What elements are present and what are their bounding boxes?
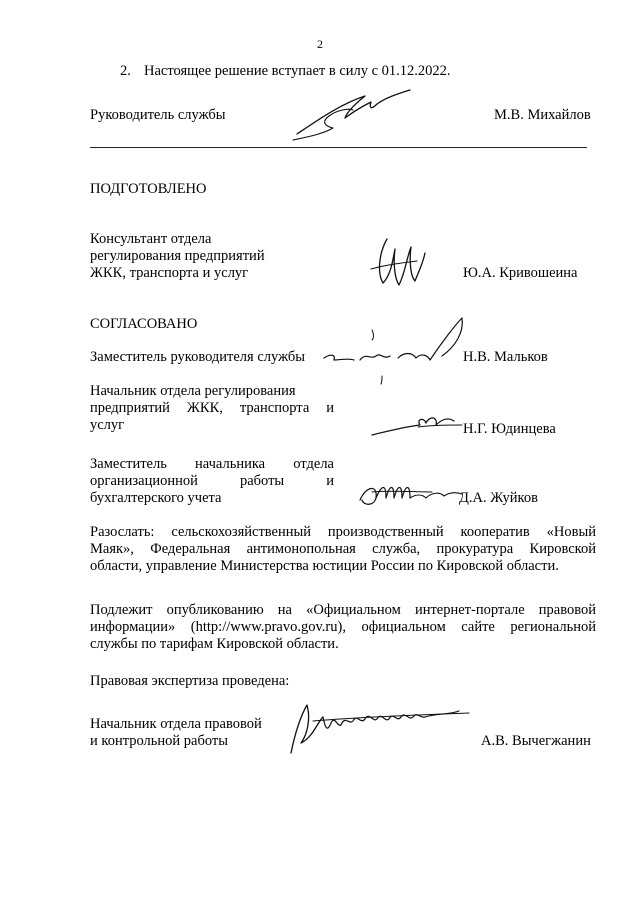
prepared-signature	[365, 233, 445, 293]
legal-review-role-line: Начальник отдела правовой	[90, 716, 262, 732]
publication-line: Подлежит опубликованию на «Официальном интернет-портале правовой	[90, 602, 596, 618]
distribution-line: Разослать: сельскохозяйственный производственный кооператив «Новый	[90, 524, 596, 540]
legal-review-signature	[283, 697, 478, 757]
agreed-heading: СОГЛАСОВАНО	[90, 316, 198, 332]
item-number: 2.	[120, 63, 131, 79]
distribution-line: области, управление Министерства юстиции России по Кировской области.	[90, 558, 559, 574]
agreed-role-line: услуг	[90, 417, 125, 433]
legal-review-name: А.В. Вычегжанин	[481, 733, 591, 749]
prepared-role-line: регулирования предприятий	[90, 248, 265, 264]
publication-line: информации» (http://www.pravo.gov.ru), официальном сайте региональной	[90, 619, 596, 635]
prepared-role-line: ЖКК, транспорта и услуг	[90, 265, 249, 281]
distribution-paragraph	[90, 524, 596, 575]
item-text: Настоящее решение вступает в силу с 01.12.2022.	[144, 63, 451, 79]
legal-review-role-line: и контрольной работы	[90, 733, 228, 749]
separator-line	[90, 147, 587, 148]
legal-review-role	[90, 716, 262, 750]
agreed-signer-name: Д.А. Жуйков	[459, 490, 538, 506]
agreed-signer-name: Н.Г. Юдинцева	[463, 421, 556, 437]
distribution-line: Маяк», Федеральная антимонопольная служба, прокуратура Кировской	[90, 541, 596, 557]
agreed-signer-name: Н.В. Мальков	[463, 349, 548, 365]
head-signature	[285, 82, 420, 147]
head-role: Руководитель службы	[90, 107, 226, 123]
agreed-role-line: Заместитель начальника отдела	[90, 456, 334, 472]
publication-paragraph	[90, 602, 596, 653]
prepared-heading: ПОДГОТОВЛЕНО	[90, 181, 207, 197]
head-name: М.В. Михайлов	[494, 107, 591, 123]
agreed-signer-role	[90, 456, 334, 507]
agreed-role-line: предприятий ЖКК, транспорта и	[90, 400, 334, 416]
page-number: 2	[317, 37, 323, 51]
agreed-role-line: организационной работы и	[90, 473, 334, 489]
agreed-role-line: Начальник отдела регулирования	[90, 383, 296, 399]
prepared-role-line: Консультант отдела	[90, 231, 212, 247]
prepared-name: Ю.А. Кривошеина	[463, 265, 578, 281]
agreed-signer-signature	[318, 312, 478, 392]
prepared-role	[90, 231, 265, 282]
publication-line: службы по тарифам Кировской области.	[90, 636, 339, 652]
agreed-role-line: бухгалтерского учета	[90, 490, 222, 506]
legal-review-text: Правовая экспертиза проведена:	[90, 673, 290, 689]
agreed-signer-role: Заместитель руководителя службы	[90, 349, 306, 365]
agreed-signer-signature	[368, 405, 468, 445]
agreed-signer-signature	[352, 470, 467, 515]
agreed-signer-role	[90, 383, 334, 434]
